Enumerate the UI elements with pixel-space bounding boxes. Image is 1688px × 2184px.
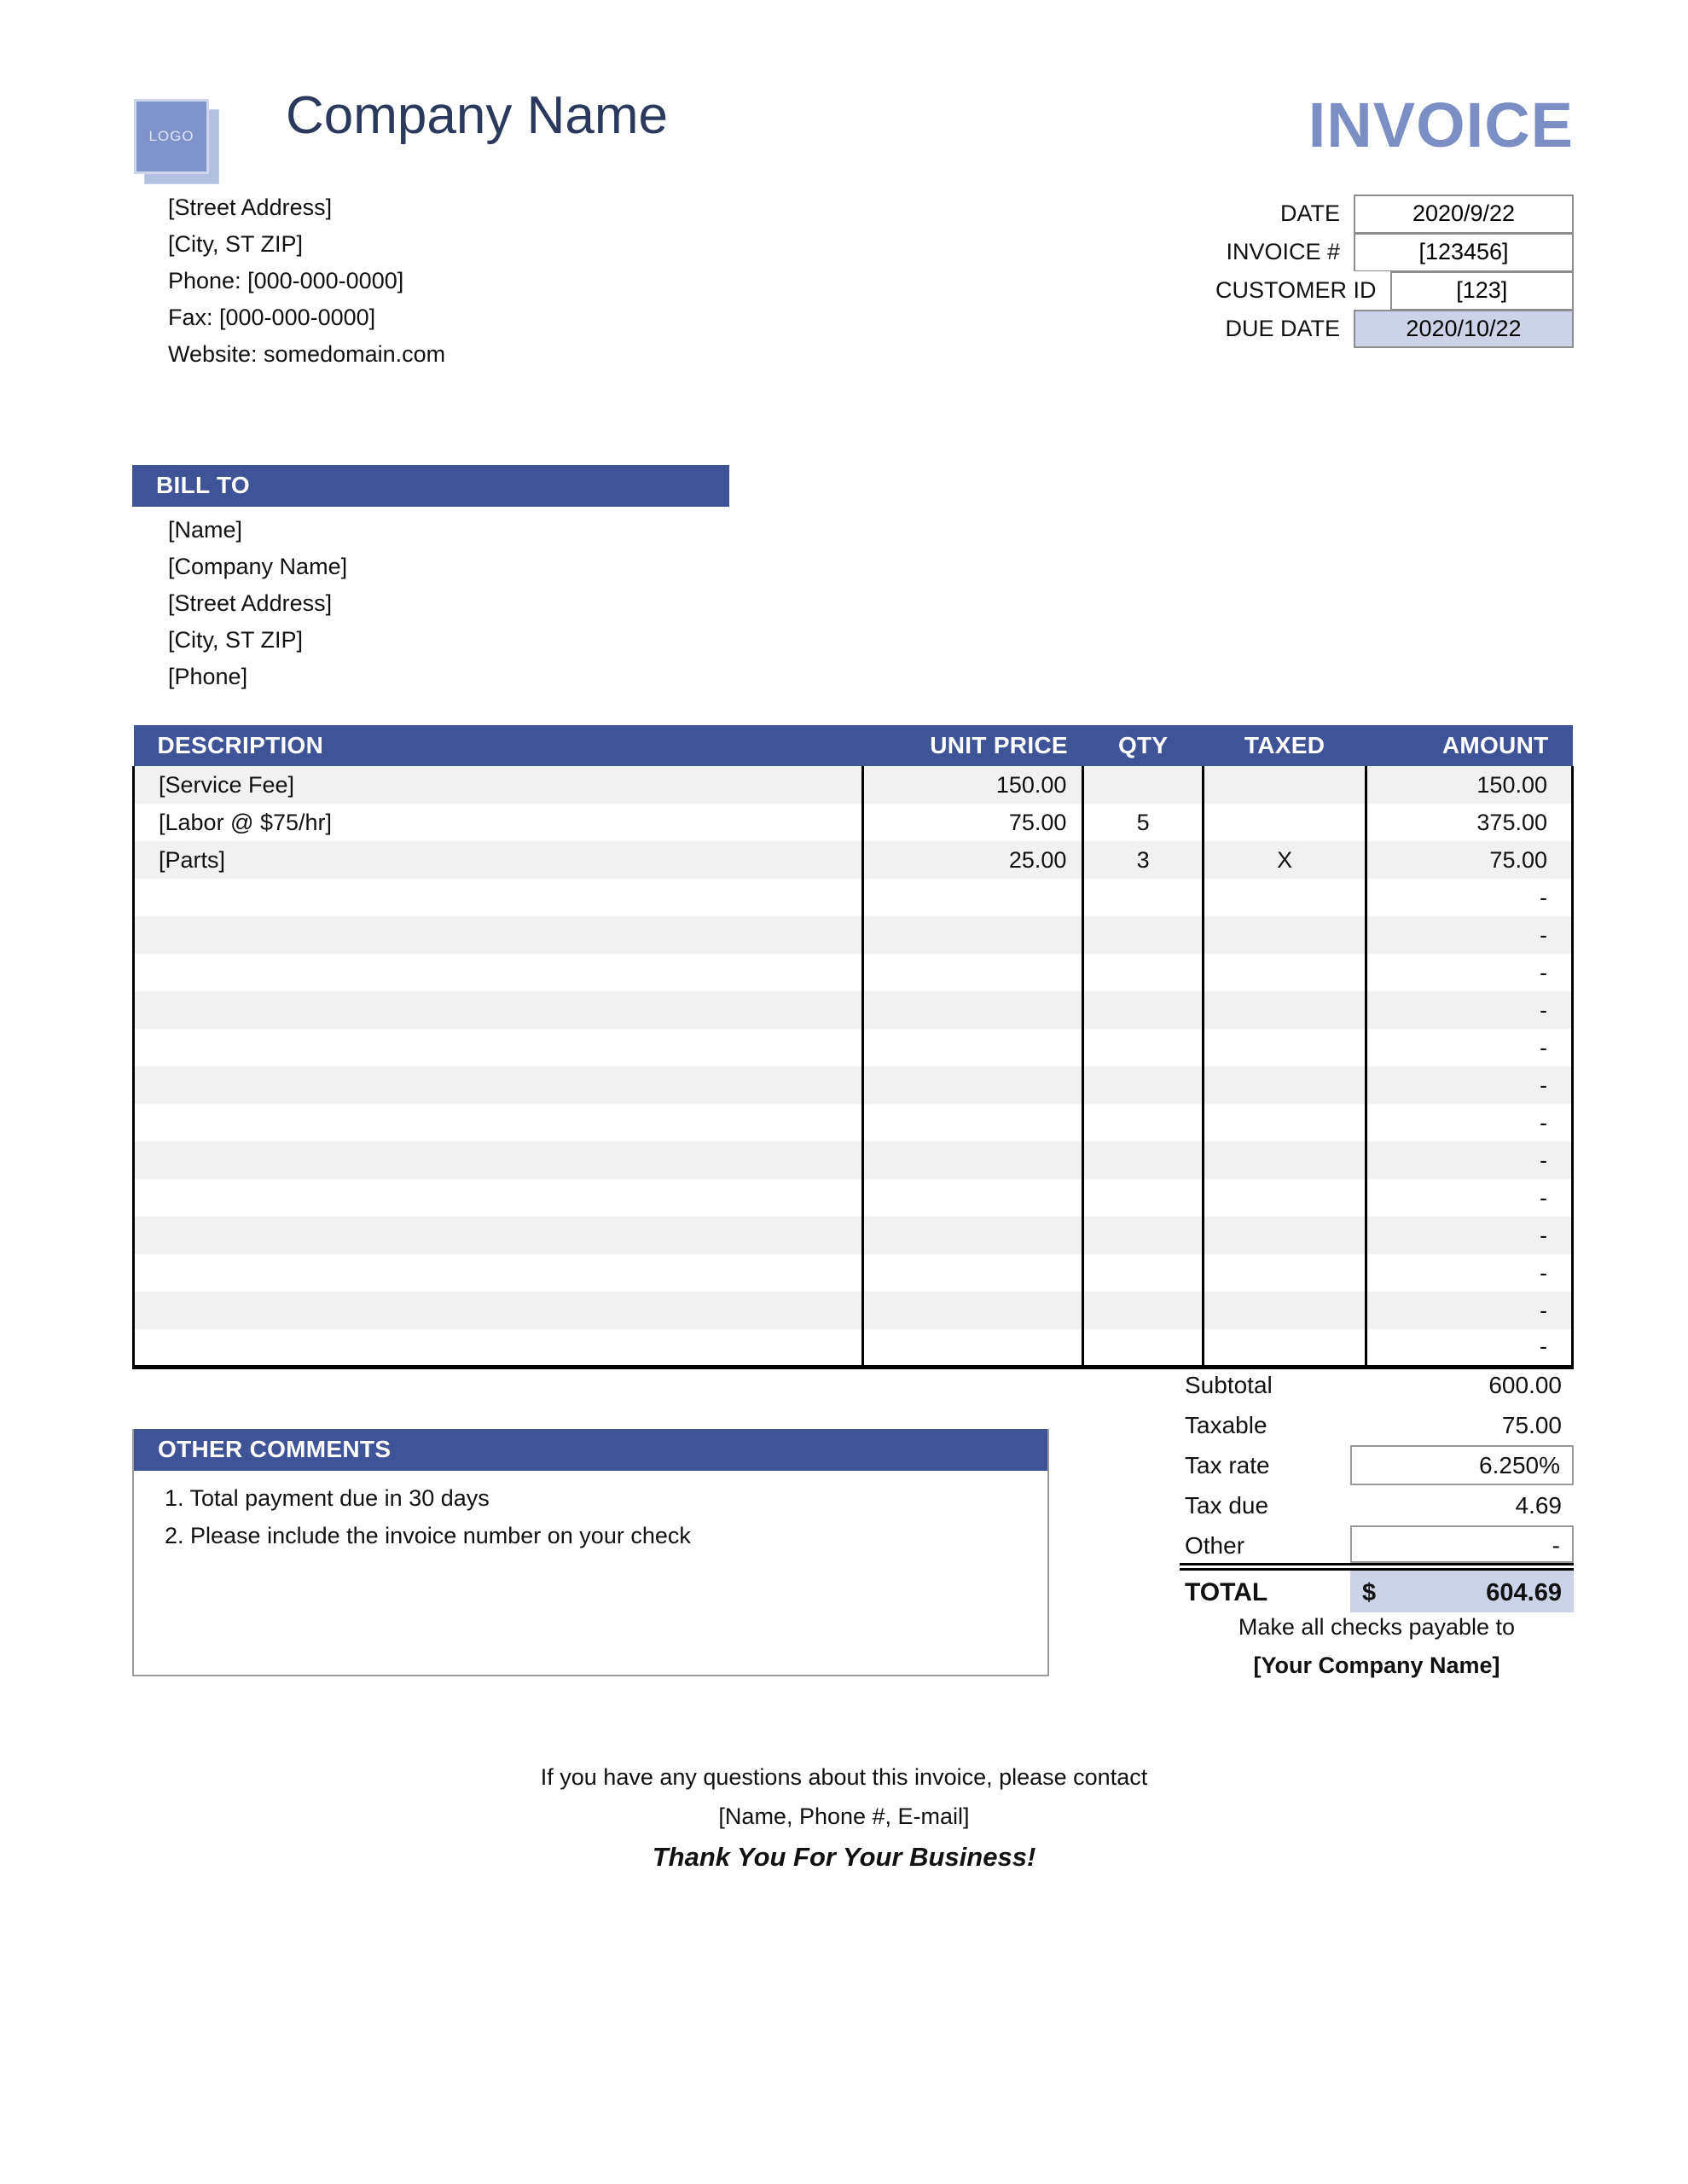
date-field[interactable]: 2020/9/22 <box>1354 195 1574 233</box>
bill-to-heading: BILL TO <box>132 465 729 507</box>
cell-unit-price[interactable] <box>862 1066 1083 1104</box>
cell-unit-price[interactable] <box>862 916 1083 954</box>
bill-to-line: [Company Name] <box>168 554 348 579</box>
cell-taxed[interactable] <box>1203 1104 1366 1141</box>
taxable-value: 75.00 <box>1501 1412 1562 1438</box>
cell-unit-price[interactable]: 25.00 <box>862 841 1083 879</box>
cell-description[interactable] <box>134 1292 863 1329</box>
totals-label: Subtotal <box>1185 1372 1273 1398</box>
cell-amount[interactable]: - <box>1366 1254 1573 1292</box>
bill-to-lines <box>132 507 729 695</box>
cell-amount[interactable]: - <box>1366 1217 1573 1254</box>
cell-description[interactable] <box>134 1066 863 1104</box>
table-row[interactable] <box>134 1066 1573 1104</box>
meta-label: DUE DATE <box>1225 316 1340 341</box>
tax-due-value: 4.69 <box>1515 1492 1562 1519</box>
cell-description[interactable] <box>134 954 863 991</box>
company-address-line: Phone: [000-000-0000] <box>168 268 404 293</box>
company-address-line: [City, ST ZIP] <box>168 231 304 257</box>
table-row[interactable] <box>134 1329 1573 1367</box>
cell-taxed[interactable] <box>1203 991 1366 1029</box>
meta-row-customer-id <box>1215 271 1574 310</box>
grand-total-value: 604.69 <box>1405 1571 1574 1612</box>
company-name: Company Name <box>286 86 668 145</box>
table-row[interactable] <box>134 841 1573 879</box>
totals-row-tax-rate <box>1180 1445 1574 1485</box>
cell-taxed[interactable] <box>1203 954 1366 991</box>
bill-to-section <box>132 465 729 695</box>
column-header-description: DESCRIPTION <box>134 725 863 766</box>
invoice-meta-table <box>1215 195 1574 348</box>
bill-to-line: [Street Address] <box>168 590 333 616</box>
comment-item: 2. Please include the invoice number on your check <box>165 1523 691 1548</box>
currency-symbol: $ <box>1350 1571 1405 1612</box>
cell-taxed[interactable] <box>1203 1329 1366 1367</box>
other-field[interactable]: - <box>1350 1525 1574 1563</box>
cell-description[interactable] <box>134 1104 863 1141</box>
cell-description[interactable]: [Service Fee] <box>134 766 863 804</box>
cell-unit-price[interactable] <box>862 954 1083 991</box>
table-row[interactable] <box>134 1292 1573 1329</box>
column-header-unit-price: UNIT PRICE <box>862 725 1083 766</box>
cell-qty[interactable] <box>1083 879 1204 916</box>
cell-amount[interactable]: 150.00 <box>1366 766 1573 804</box>
cell-unit-price[interactable] <box>862 1254 1083 1292</box>
meta-row-due-date <box>1215 310 1574 348</box>
cell-unit-price[interactable] <box>862 1179 1083 1217</box>
cell-amount[interactable]: - <box>1366 1292 1573 1329</box>
cell-amount[interactable]: - <box>1366 1141 1573 1179</box>
totals-row-tax-due <box>1180 1485 1574 1525</box>
column-header-taxed: TAXED <box>1203 725 1366 766</box>
cell-unit-price[interactable] <box>862 991 1083 1029</box>
bill-to-line: [Phone] <box>168 664 248 689</box>
meta-label: DATE <box>1279 200 1340 226</box>
cell-amount[interactable]: - <box>1366 1029 1573 1066</box>
table-row[interactable] <box>134 1141 1573 1179</box>
cell-description[interactable] <box>134 1179 863 1217</box>
cell-taxed[interactable] <box>1203 1141 1366 1179</box>
other-comments-heading: OTHER COMMENTS <box>134 1429 1047 1471</box>
column-header-qty: QTY <box>1083 725 1204 766</box>
cell-qty[interactable] <box>1083 991 1204 1029</box>
cell-description[interactable]: [Parts] <box>134 841 863 879</box>
meta-row-date <box>1215 195 1574 233</box>
cell-description[interactable] <box>134 1329 863 1367</box>
table-row[interactable] <box>134 954 1573 991</box>
cell-taxed[interactable] <box>1203 879 1366 916</box>
cell-taxed[interactable] <box>1203 1029 1366 1066</box>
tax-rate-field[interactable]: 6.250% <box>1350 1445 1574 1485</box>
subtotal-value: 600.00 <box>1488 1372 1562 1398</box>
cell-qty[interactable] <box>1083 1217 1204 1254</box>
table-row[interactable] <box>134 879 1573 916</box>
comment-item: 1. Total payment due in 30 days <box>165 1485 490 1511</box>
invoice-footer <box>0 1757 1688 1877</box>
footer-contact-line: If you have any questions about this invoice, please contact <box>540 1764 1148 1790</box>
company-address <box>168 189 445 373</box>
company-logo <box>132 97 221 184</box>
table-row[interactable] <box>134 991 1573 1029</box>
table-row[interactable] <box>134 804 1573 841</box>
payable-note <box>1180 1608 1574 1685</box>
cell-qty[interactable] <box>1083 1141 1204 1179</box>
footer-contact-details: [Name, Phone #, E-mail] <box>718 1804 970 1829</box>
cell-qty[interactable] <box>1083 1292 1204 1329</box>
cell-amount[interactable]: - <box>1366 916 1573 954</box>
cell-amount[interactable]: - <box>1366 879 1573 916</box>
cell-description[interactable] <box>134 1141 863 1179</box>
cell-unit-price[interactable] <box>862 1329 1083 1367</box>
line-items-body <box>134 766 1573 1367</box>
cell-qty[interactable]: 5 <box>1083 804 1204 841</box>
cell-qty[interactable] <box>1083 1179 1204 1217</box>
totals-label: Other <box>1185 1532 1245 1559</box>
cell-unit-price[interactable] <box>862 1029 1083 1066</box>
company-address-line: Fax: [000-000-0000] <box>168 305 376 330</box>
totals-label: Tax due <box>1185 1492 1269 1519</box>
cell-unit-price[interactable] <box>862 1141 1083 1179</box>
cell-description[interactable] <box>134 1029 863 1066</box>
totals-row-grand-total <box>1180 1568 1574 1612</box>
cell-qty[interactable] <box>1083 1029 1204 1066</box>
cell-qty[interactable] <box>1083 916 1204 954</box>
cell-unit-price[interactable] <box>862 1104 1083 1141</box>
cell-amount[interactable]: - <box>1366 1179 1573 1217</box>
totals-row-other <box>1180 1525 1574 1565</box>
footer-thank-you: Thank You For Your Business! <box>652 1842 1036 1872</box>
cell-taxed[interactable] <box>1203 1179 1366 1217</box>
table-row[interactable] <box>134 1254 1573 1292</box>
cell-amount[interactable]: 75.00 <box>1366 841 1573 879</box>
cell-description[interactable] <box>134 1217 863 1254</box>
meta-row-invoice-number <box>1215 233 1574 271</box>
cell-unit-price[interactable] <box>862 879 1083 916</box>
cell-amount[interactable]: - <box>1366 991 1573 1029</box>
cell-qty[interactable] <box>1083 1066 1204 1104</box>
meta-label: CUSTOMER ID <box>1215 277 1377 303</box>
totals-section <box>1180 1365 1574 1612</box>
cell-unit-price[interactable] <box>862 1292 1083 1329</box>
cell-taxed[interactable] <box>1203 766 1366 804</box>
cell-amount[interactable]: - <box>1366 1066 1573 1104</box>
cell-taxed[interactable] <box>1203 1066 1366 1104</box>
cell-description[interactable] <box>134 879 863 916</box>
table-row[interactable] <box>134 1217 1573 1254</box>
bill-to-line: [City, ST ZIP] <box>168 627 304 653</box>
meta-label: INVOICE # <box>1226 239 1340 264</box>
totals-row-subtotal <box>1180 1365 1574 1405</box>
other-comments-section <box>132 1429 1049 1676</box>
table-row[interactable] <box>134 1179 1573 1217</box>
invoice-title: INVOICE <box>1308 90 1574 160</box>
customer-id-field[interactable]: [123] <box>1390 271 1574 310</box>
totals-label: Taxable <box>1185 1412 1267 1438</box>
cell-taxed[interactable] <box>1203 1292 1366 1329</box>
line-items-header-row <box>134 725 1573 766</box>
due-date-field[interactable]: 2020/10/22 <box>1354 310 1574 348</box>
cell-taxed[interactable] <box>1203 916 1366 954</box>
cell-amount[interactable]: - <box>1366 954 1573 991</box>
invoice-number-field[interactable]: [123456] <box>1354 233 1574 271</box>
cell-qty[interactable] <box>1083 1329 1204 1367</box>
other-comments-body[interactable] <box>134 1471 1047 1554</box>
payable-company-name: [Your Company Name] <box>1253 1653 1500 1678</box>
cell-amount[interactable]: - <box>1366 1104 1573 1141</box>
totals-row-taxable <box>1180 1405 1574 1445</box>
payable-line-1: Make all checks payable to <box>1238 1614 1516 1640</box>
cell-taxed[interactable] <box>1203 1217 1366 1254</box>
invoice-header <box>132 85 1574 375</box>
cell-taxed[interactable] <box>1203 1254 1366 1292</box>
bill-to-line: [Name] <box>168 517 243 543</box>
table-row[interactable] <box>134 766 1573 804</box>
logo-icon <box>134 99 209 174</box>
total-label: TOTAL <box>1185 1578 1268 1606</box>
cell-qty[interactable] <box>1083 954 1204 991</box>
totals-label: Tax rate <box>1185 1452 1270 1478</box>
column-header-amount: AMOUNT <box>1366 725 1573 766</box>
logo-label: LOGO <box>148 128 194 144</box>
cell-qty[interactable] <box>1083 766 1204 804</box>
cell-taxed[interactable] <box>1203 804 1366 841</box>
cell-amount[interactable]: 375.00 <box>1366 804 1573 841</box>
line-items-table <box>132 725 1574 1369</box>
table-row[interactable] <box>134 916 1573 954</box>
cell-unit-price[interactable]: 150.00 <box>862 766 1083 804</box>
cell-description[interactable]: [Labor @ $75/hr] <box>134 804 863 841</box>
cell-description[interactable] <box>134 916 863 954</box>
table-row[interactable] <box>134 1104 1573 1141</box>
cell-amount[interactable]: - <box>1366 1329 1573 1367</box>
company-address-line: Website: somedomain.com <box>168 341 446 367</box>
cell-qty[interactable] <box>1083 1254 1204 1292</box>
company-address-line: [Street Address] <box>168 195 333 220</box>
cell-unit-price[interactable]: 75.00 <box>862 804 1083 841</box>
cell-unit-price[interactable] <box>862 1217 1083 1254</box>
cell-description[interactable] <box>134 1254 863 1292</box>
cell-description[interactable] <box>134 991 863 1029</box>
cell-qty[interactable] <box>1083 1104 1204 1141</box>
cell-qty[interactable]: 3 <box>1083 841 1204 879</box>
table-row[interactable] <box>134 1029 1573 1066</box>
cell-taxed[interactable]: X <box>1203 841 1366 879</box>
